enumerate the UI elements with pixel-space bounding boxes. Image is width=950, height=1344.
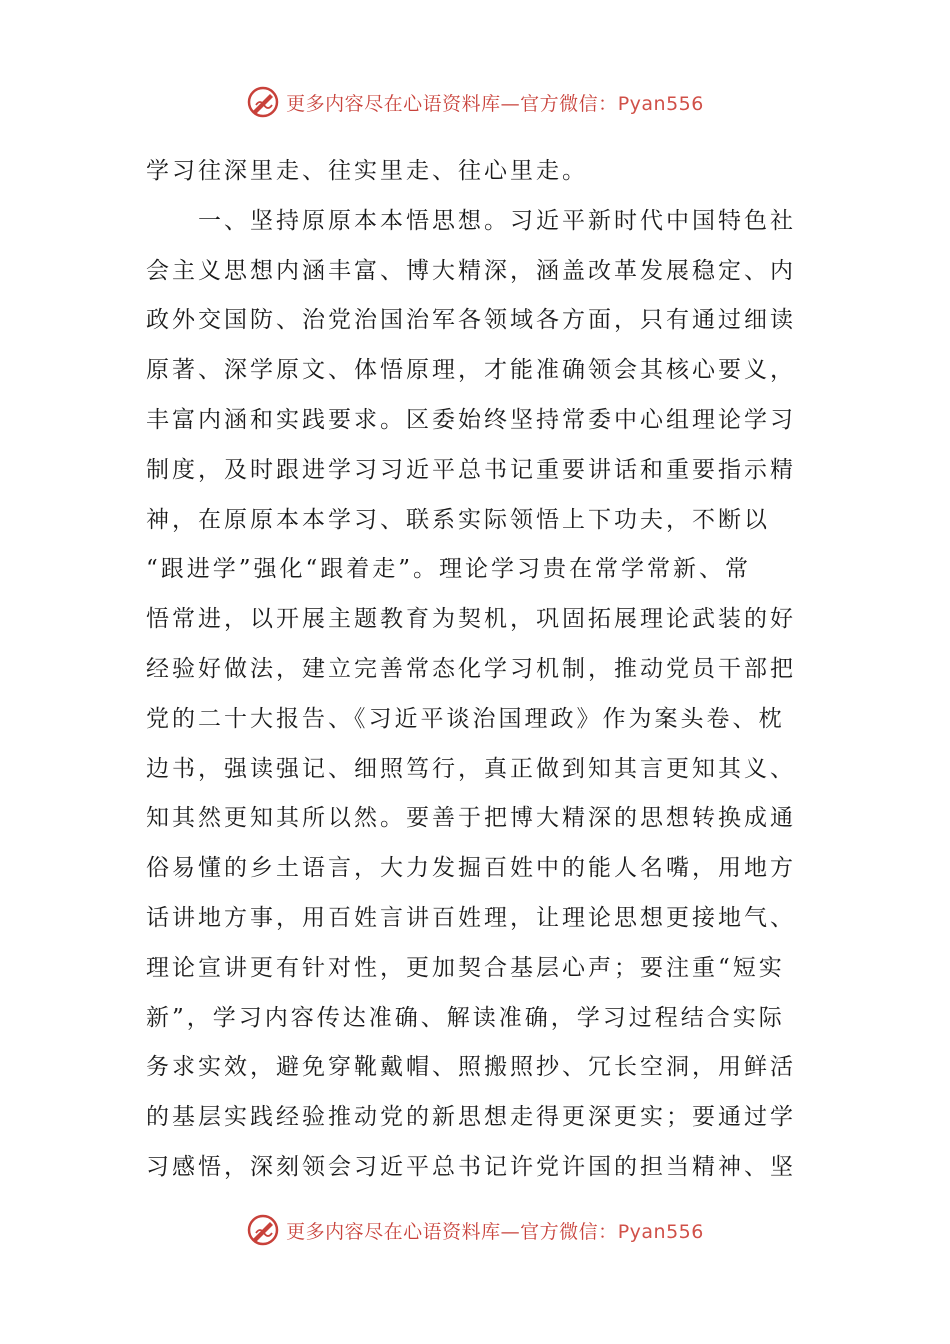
banner-text <box>286 89 704 116</box>
paragraph-line: 悟常进，以开展主题教育为契机，巩固拓展理论武装的好 <box>146 606 796 633</box>
paragraph-line: 学习往深里走、往实里走、往心里走。 <box>146 158 588 184</box>
paragraph-line: 一、坚持原原本本悟思想。习近平新时代中国特色社 <box>198 207 796 234</box>
paragraph-line: 务求实效，避免穿靴戴帽、照搬照抄、冗长空洞，用鲜活 <box>146 1054 796 1081</box>
paragraph-line: 丰富内涵和实践要求。区委始终坚持常委中心组理论学习 <box>146 406 796 433</box>
document-body <box>146 147 806 1193</box>
banner-wechat-label: 官方微信： <box>520 1220 618 1243</box>
banner-main: 更多内容尽在心语资料库 <box>286 1220 501 1243</box>
paragraph-line: 知其然更知其所以然。要善于把博大精深的思想转换成通 <box>146 805 796 832</box>
paragraph-line: 习感悟，深刻领会习近平总书记许党许国的担当精神、坚 <box>146 1153 796 1180</box>
paragraph-line: 话讲地方事，用百姓言讲百姓理，让理论思想更接地气、 <box>146 904 796 931</box>
header-banner <box>0 82 950 122</box>
banner-wechat-id: Pyan556 <box>617 92 704 115</box>
paragraph-line: 原著、深学原文、体悟原理，才能准确领会其核心要义， <box>146 357 796 384</box>
paragraph-line: 经验好做法，建立完善常态化学习机制，推动党员干部把 <box>146 655 796 682</box>
banner-wechat-id: Pyan556 <box>617 1220 704 1243</box>
paragraph-line: 边书，强读强记、细照笃行，真正做到知其言更知其义、 <box>146 755 796 782</box>
paragraph-line: 制度，及时跟进学习习近平总书记重要讲话和重要指示精 <box>146 456 796 483</box>
paragraph-line: 理论宣讲更有针对性，更加契合基层心声；要注重“短实 <box>146 954 785 981</box>
banner-main: 更多内容尽在心语资料库 <box>286 92 501 115</box>
paragraph-line: 党的二十大报告、《习近平谈治国理政》作为案头卷、枕 <box>146 705 785 732</box>
paragraph-line: 会主义思想内涵丰富、博大精深，涵盖改革发展稳定、内 <box>146 257 796 284</box>
pen-signature-icon <box>246 1213 280 1247</box>
paragraph-line: 新”，学习内容传达准确、解读准确，学习过程结合实际 <box>146 1004 785 1031</box>
banner-separator: — <box>500 1220 521 1243</box>
paragraph-line: 俗易懂的乡土语言，大力发掘百姓中的能人名嘴，用地方 <box>146 855 796 882</box>
paragraph-line: “跟进学”强化“跟着走”。理论学习贵在常学常新、常 <box>146 556 752 583</box>
paragraph-line: 神，在原原本本学习、联系实际领悟上下功夫，不断以 <box>146 506 770 533</box>
paragraph-line: 政外交国防、治党治国治军各领域各方面，只有通过细读 <box>146 307 796 334</box>
banner-separator: — <box>500 92 521 115</box>
paragraph-line: 的基层实践经验推动党的新思想走得更深更实；要通过学 <box>146 1104 796 1131</box>
banner-wechat-label: 官方微信： <box>520 92 618 115</box>
banner-text <box>286 1217 704 1244</box>
pen-signature-icon <box>246 85 280 119</box>
footer-banner <box>0 1210 950 1250</box>
